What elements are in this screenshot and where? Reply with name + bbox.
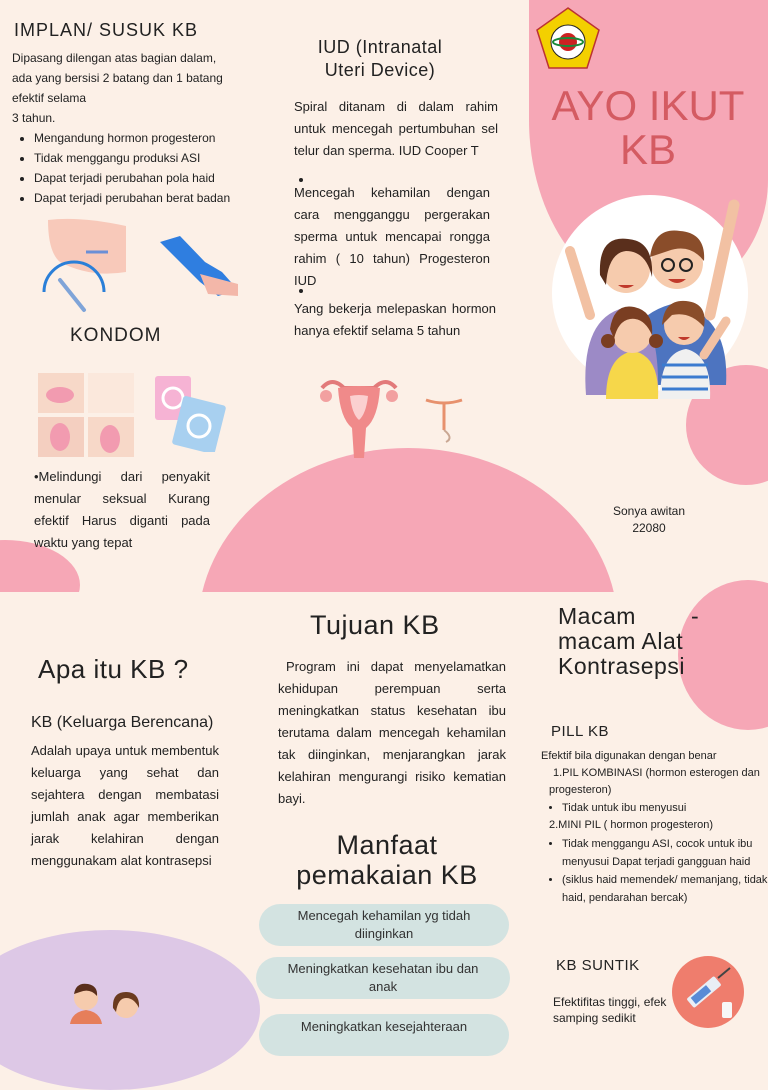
cover-title-line: AYO IKUT: [551, 82, 745, 129]
iud-para-1: Spiral ditanam di dalam rahim untuk mencegah pertumbuhan sel telur dan sperma. IUD Cooper T: [294, 99, 498, 158]
implan-desc-line: efektif selama: [12, 91, 87, 105]
kondom-title: KONDOM: [70, 325, 162, 346]
macam-title-line: Kontrasepsi: [558, 653, 685, 679]
list-item: • Mengandung hormon progesteron: [34, 128, 294, 148]
macam-title-line: Macam -: [558, 603, 700, 629]
apa-subtitle: KB (Keluarga Berencana): [31, 714, 214, 731]
couple-illustration: [64, 978, 150, 1024]
cover-title: [548, 84, 748, 172]
implan-desc-line: Dipasang dilengan atas bagian dalam,: [12, 51, 217, 65]
condom-pack-illustration: [155, 376, 227, 452]
implan-desc-line: 3 tahun.: [12, 111, 56, 125]
iud-para-3: Yang bekerja melepaskan hormon hanya efektif selama 5 tahun: [294, 301, 496, 338]
institution-logo: [535, 6, 601, 70]
manfaat-title-line: Manfaat: [336, 830, 438, 860]
manfaat-title-line: pemakaian KB: [296, 860, 478, 890]
cover-title-line: KB: [619, 126, 677, 173]
author-name: Sonya awitan: [612, 504, 686, 518]
pill-kb-title: PILL KB: [551, 723, 609, 740]
apa-title: Apa itu KB ?: [38, 654, 189, 684]
pill-intro: Efektif bila digunakan dengan benar: [541, 750, 717, 762]
syringe-icon: [672, 956, 744, 1028]
list-item: • Dapat terjadi perubahan berat badan: [34, 188, 294, 208]
student-id: 22080: [632, 521, 666, 535]
uterus-illustration: [318, 374, 400, 462]
tujuan-desc: Program ini dapat menyelamatkan kehidupan perempuan serta meningkatkan status kesehatan ibu terutama dalam mencegah kehamilan tak diinginkan, menjarangkan jarak kelahiran mengurangi risiko kematian bayi.: [278, 659, 506, 806]
condom-usage-illustration: [38, 373, 134, 457]
pill-combo-list: [540, 800, 768, 817]
implan-bullets: [12, 128, 294, 208]
arm-implant-illustration: [40, 212, 250, 327]
list-item: • Dapat terjadi perubahan pola haid: [34, 168, 294, 188]
bullet-dot: [299, 289, 303, 293]
macam-title-line: macam Alat: [558, 628, 684, 654]
manfaat-item: Meningkatkan kesehatan ibu dan anak: [256, 957, 510, 999]
list-item: • Tidak menggangu produksi ASI: [34, 148, 294, 168]
kondom-desc: •Melindungi dari penyakit menular seksual Kurang efektif Harus diganti pada waktu yang tepat: [34, 469, 210, 550]
list-item: • Tidak untuk ibu menyusui: [562, 800, 768, 817]
apa-desc: Adalah upaya untuk membentuk keluarga yang sehat dan sejahtera dengan membatasi jumlah anak agar memberikan jarak kelahiran dengan menggunakam alat kontrasepsi: [31, 743, 219, 868]
kb-suntik-title: KB SUNTIK: [556, 957, 640, 974]
list-item: • (siklus haid memendek/ memanjang, tidak haid, pendarahan bercak): [562, 871, 768, 907]
macam-title: [558, 604, 708, 679]
family-illustration: [550, 185, 750, 400]
iud-title: [300, 36, 460, 82]
implan-desc: [12, 48, 262, 128]
list-item: • Tidak menggangu ASI, cocok untuk ibu menyusui Dapat terjadi gangguan haid: [562, 835, 768, 871]
implan-desc-line: ada yang bersisi 2 batang dan 1 batang: [12, 71, 223, 85]
iud-title-line: Uteri Device): [324, 60, 436, 80]
pill-mini-list: [540, 835, 768, 907]
iud-para-2: Mencegah kehamilan dengan cara mengganggu pergerakan sperma untuk mencapai rongga rahim ( 10 tahun) Progesteron IUD: [294, 185, 490, 288]
iud-device-illustration: [424, 396, 464, 444]
manfaat-item: Meningkatkan kesejahteraan: [259, 1014, 509, 1056]
pill-mini: 2.MINI PIL ( hormon progesteron): [549, 819, 714, 831]
implan-title: IMPLAN/ SUSUK KB: [14, 20, 199, 40]
tujuan-title: Tujuan KB: [310, 610, 440, 640]
pill-combo: 1.PIL KOMBINASI (hormon esterogen dan progesteron): [549, 767, 760, 796]
iud-title-line: IUD (Intranatal: [317, 37, 443, 57]
manfaat-title: [272, 830, 502, 890]
suntik-desc: Efektifitas tinggi, efek samping sedikit: [553, 995, 667, 1025]
manfaat-item: Mencegah kehamilan yg tidah diinginkan: [259, 904, 509, 946]
